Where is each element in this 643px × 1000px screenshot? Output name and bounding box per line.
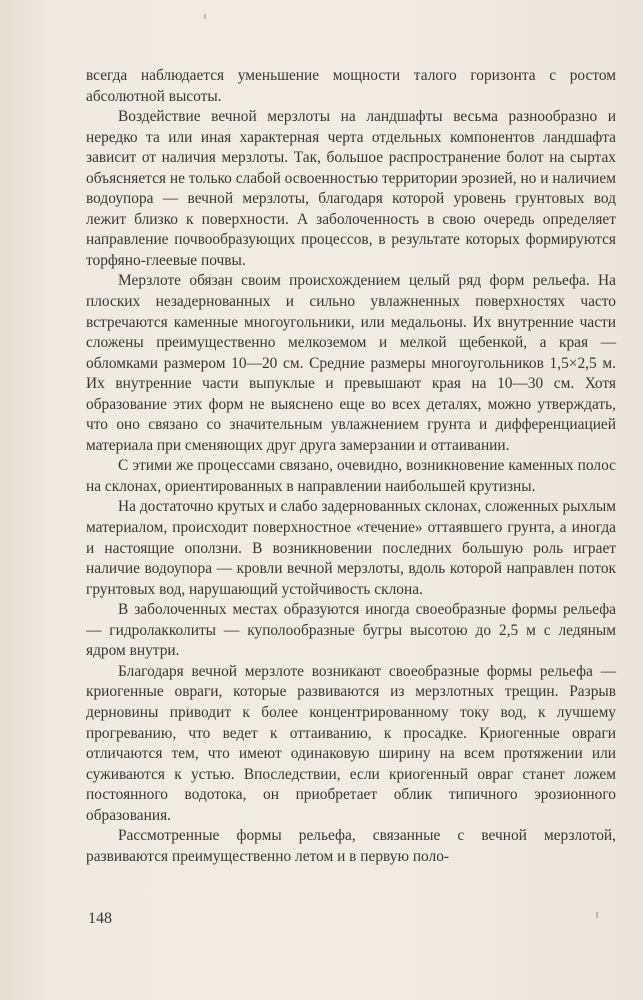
page-number: 148	[88, 910, 112, 927]
paper-speck	[596, 912, 598, 918]
paragraph-3: Мерзлоте обязан своим происхождением целый ряд форм рельефа. На плоских незадернованных и сильно увлажненных поверхностях часто встречаются каменные многоугольники, или медальоны. Их внутренние части сложены преимущественно мелкоземом и мелкой щебенкой, а края — обломками размером 10—20 см. Средние размеры многоугольников 1,5×2,5 м. Их внутренние части выпуклые и превышают края на 10—30 см. Хотя образование этих форм не выяснено еще во всех деталях, можно утверждать, что оно связано со значительным увлажнением грунта и дифференциацией материала при сменяющих друг друга замерзании и оттаивании.	[86, 272, 616, 454]
paragraph-4: С этими же процессами связано, очевидно, возникновение каменных полос на склонах, ориентированных в направлении наибольшей крутизны.	[86, 457, 616, 495]
paper-speck	[204, 14, 206, 19]
paragraph-8: Рассмотренные формы рельефа, связанные с вечной мерзлотой, развиваются преимущественно летом и в первую поло-	[86, 827, 616, 865]
paragraph-6: В заболоченных местах образуются иногда своеобразные формы рельефа — гидролакколиты — куполообразные бугры высотою до 2,5 м с ледяным ядром внутри.	[86, 601, 616, 660]
paragraph-7: Благодаря вечной мерзлоте возникают своеобразные формы рельефа — криогенные овраги, которые развиваются из мерзлотных трещин. Разрыв дерновины приводит к более концентрированному току вод, к лучшему прогреванию, что ведет к оттаиванию, к просадке. Криогенные овраги отличаются тем, что имеют одинаковую ширину на всем протяжении или суживаются к устью. Впоследствии, если криогенный овраг станет ложем постоянного водотока, он приобретает облик типичного эрозионного образования.	[86, 662, 616, 824]
paragraph-5: На достаточно крутых и слабо задернованных склонах, сложенных рыхлым материалом, происходит поверхностное «течение» оттаявшего грунта, а иногда и настоящие оползни. В возникновении последних большую роль играет наличие водоупора — кровли вечной мерзлоты, вдоль которой направлен поток грунтовых вод, нарушающий устойчивость склона.	[86, 498, 616, 598]
paragraph-1: всегда наблюдается уменьшение мощности талого горизонта с ростом абсолютной высоты.	[86, 67, 616, 105]
paragraph-2: Воздействие вечной мерзлоты на ландшафты весьма разнообразно и нередко та или иная характерная черта отдельных компонентов ландшафта зависит от наличия мерзлоты. Так, большое распространение болот на сыртах объясняется не только слабой освоенностью территории эрозией, но и наличием водоупора — вечной мерзлоты, благодаря которой уровень грунтовых вод лежит близко к поверхности. А заболоченность в свою очередь определяет направление почвообразующих процессов, в результате которых формируются торфяно-глеевые почвы.	[86, 108, 616, 269]
body-text	[86, 66, 616, 867]
